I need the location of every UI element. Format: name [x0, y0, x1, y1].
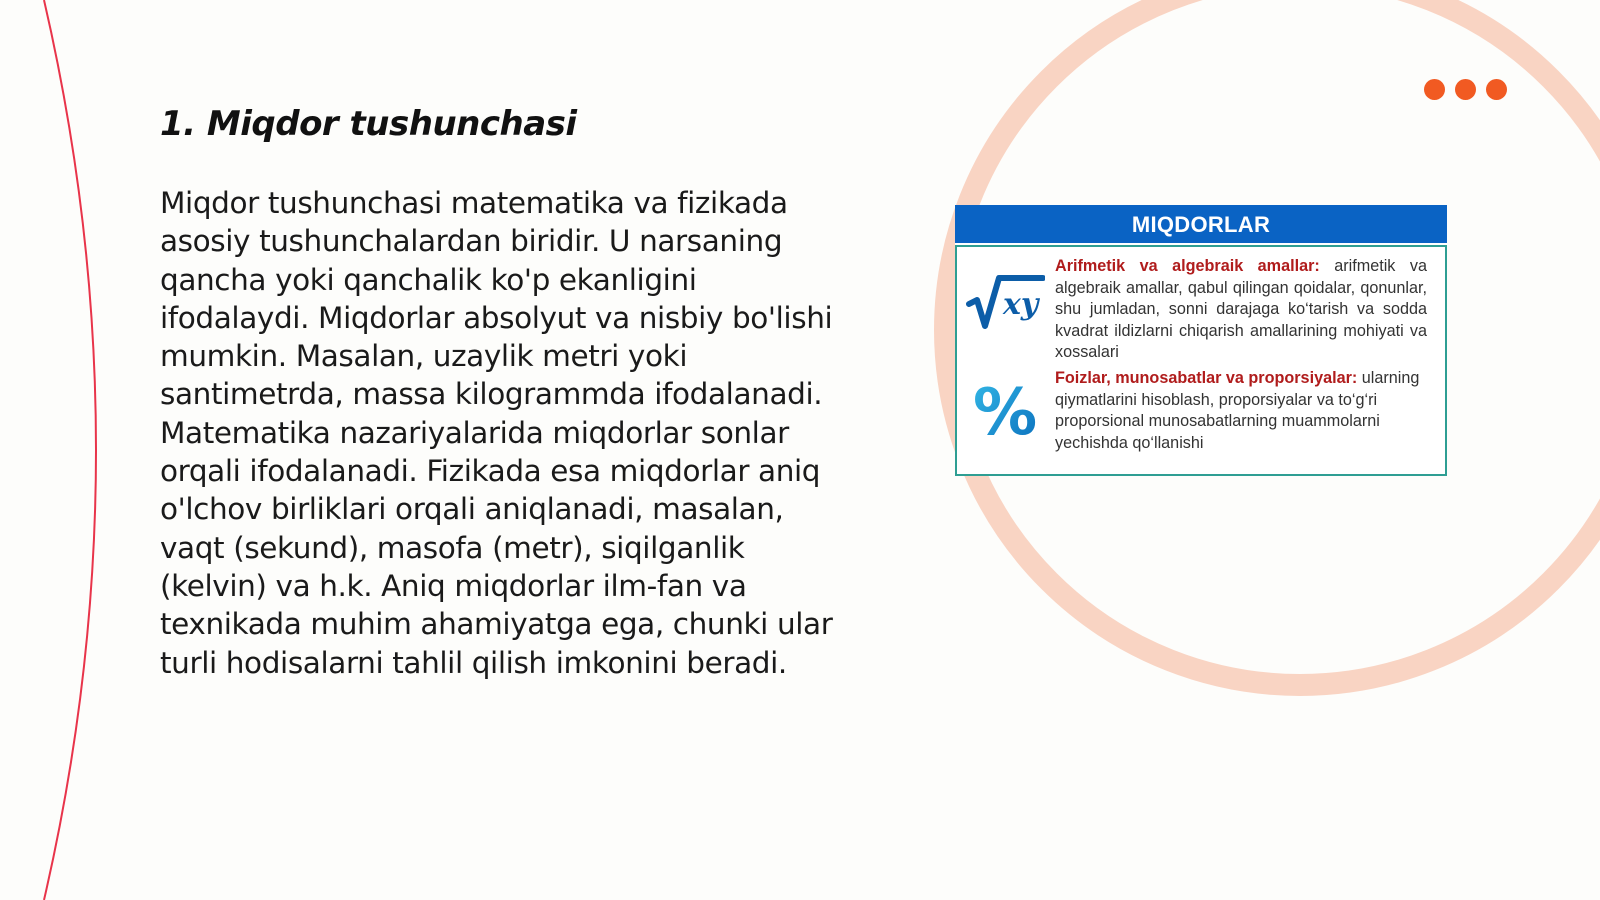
percent-icon [965, 372, 1045, 444]
card-item-text [1055, 368, 1427, 454]
root-letters: xy [1003, 287, 1039, 322]
card-body [955, 245, 1447, 476]
body-paragraph: Miqdor tushunchasi matematika va fizikada asosiy tushunchalardan biridir. U narsaning qancha yoki qanchalik ko'p ekanligini ifodalaydi. Miqdorlar absolyut va nisbiy bo'lishi mumkin. Masalan, uzaylik metri yoki santimetrda, massa kilogrammda ifodalanadi. Matematika nazariyalarida miqdorlar sonlar orqali ifodalanadi. Fizikada esa miqdorlar aniq o'lchov birliklari orqali aniqlanadi, masalan, vaqt (sekund), masofa (metr), siqilganlik (kelvin) va h.k. Aniq miqdorlar ilm-fan va texnikada muhim ahamiyatga ega, chunki ular turli hodisalarni tahlil qilish imkonini beradi. [160, 186, 833, 680]
percent-symbol: % [972, 376, 1038, 444]
card-header: MIQDORLAR [955, 205, 1447, 243]
card-item-heading: Foizlar, munosabatlar va proporsiyalar: [1055, 369, 1358, 387]
card-item-description: arifmetik va algebraik amallar, qabul qilingan qoidalar, qonunlar, shu jumladan, sonni darajaga ko‘tarish va sodda kvadrat ildizlarni chiqarish amallarining mohiyati va xossalari [1055, 257, 1427, 361]
orange-dot [1455, 79, 1476, 100]
orange-dot [1424, 79, 1445, 100]
card-item-description: ularning qiymatlarini hisoblash, proporsiyalar va to‘g‘ri proporsional munosabatlarning muammolarni yechishda qo‘llanishi [1055, 369, 1420, 452]
square-root-xy-icon [965, 270, 1045, 342]
card-item-heading: Arifmetik va algebraik amallar: [1055, 257, 1320, 275]
slide-title: 1. Miqdor tushunchasi [160, 104, 577, 144]
left-red-curve [44, 0, 96, 900]
orange-dot [1486, 79, 1507, 100]
menu-dots [1424, 79, 1507, 100]
card-item-text [1055, 256, 1427, 364]
miqdorlar-card [955, 205, 1447, 476]
